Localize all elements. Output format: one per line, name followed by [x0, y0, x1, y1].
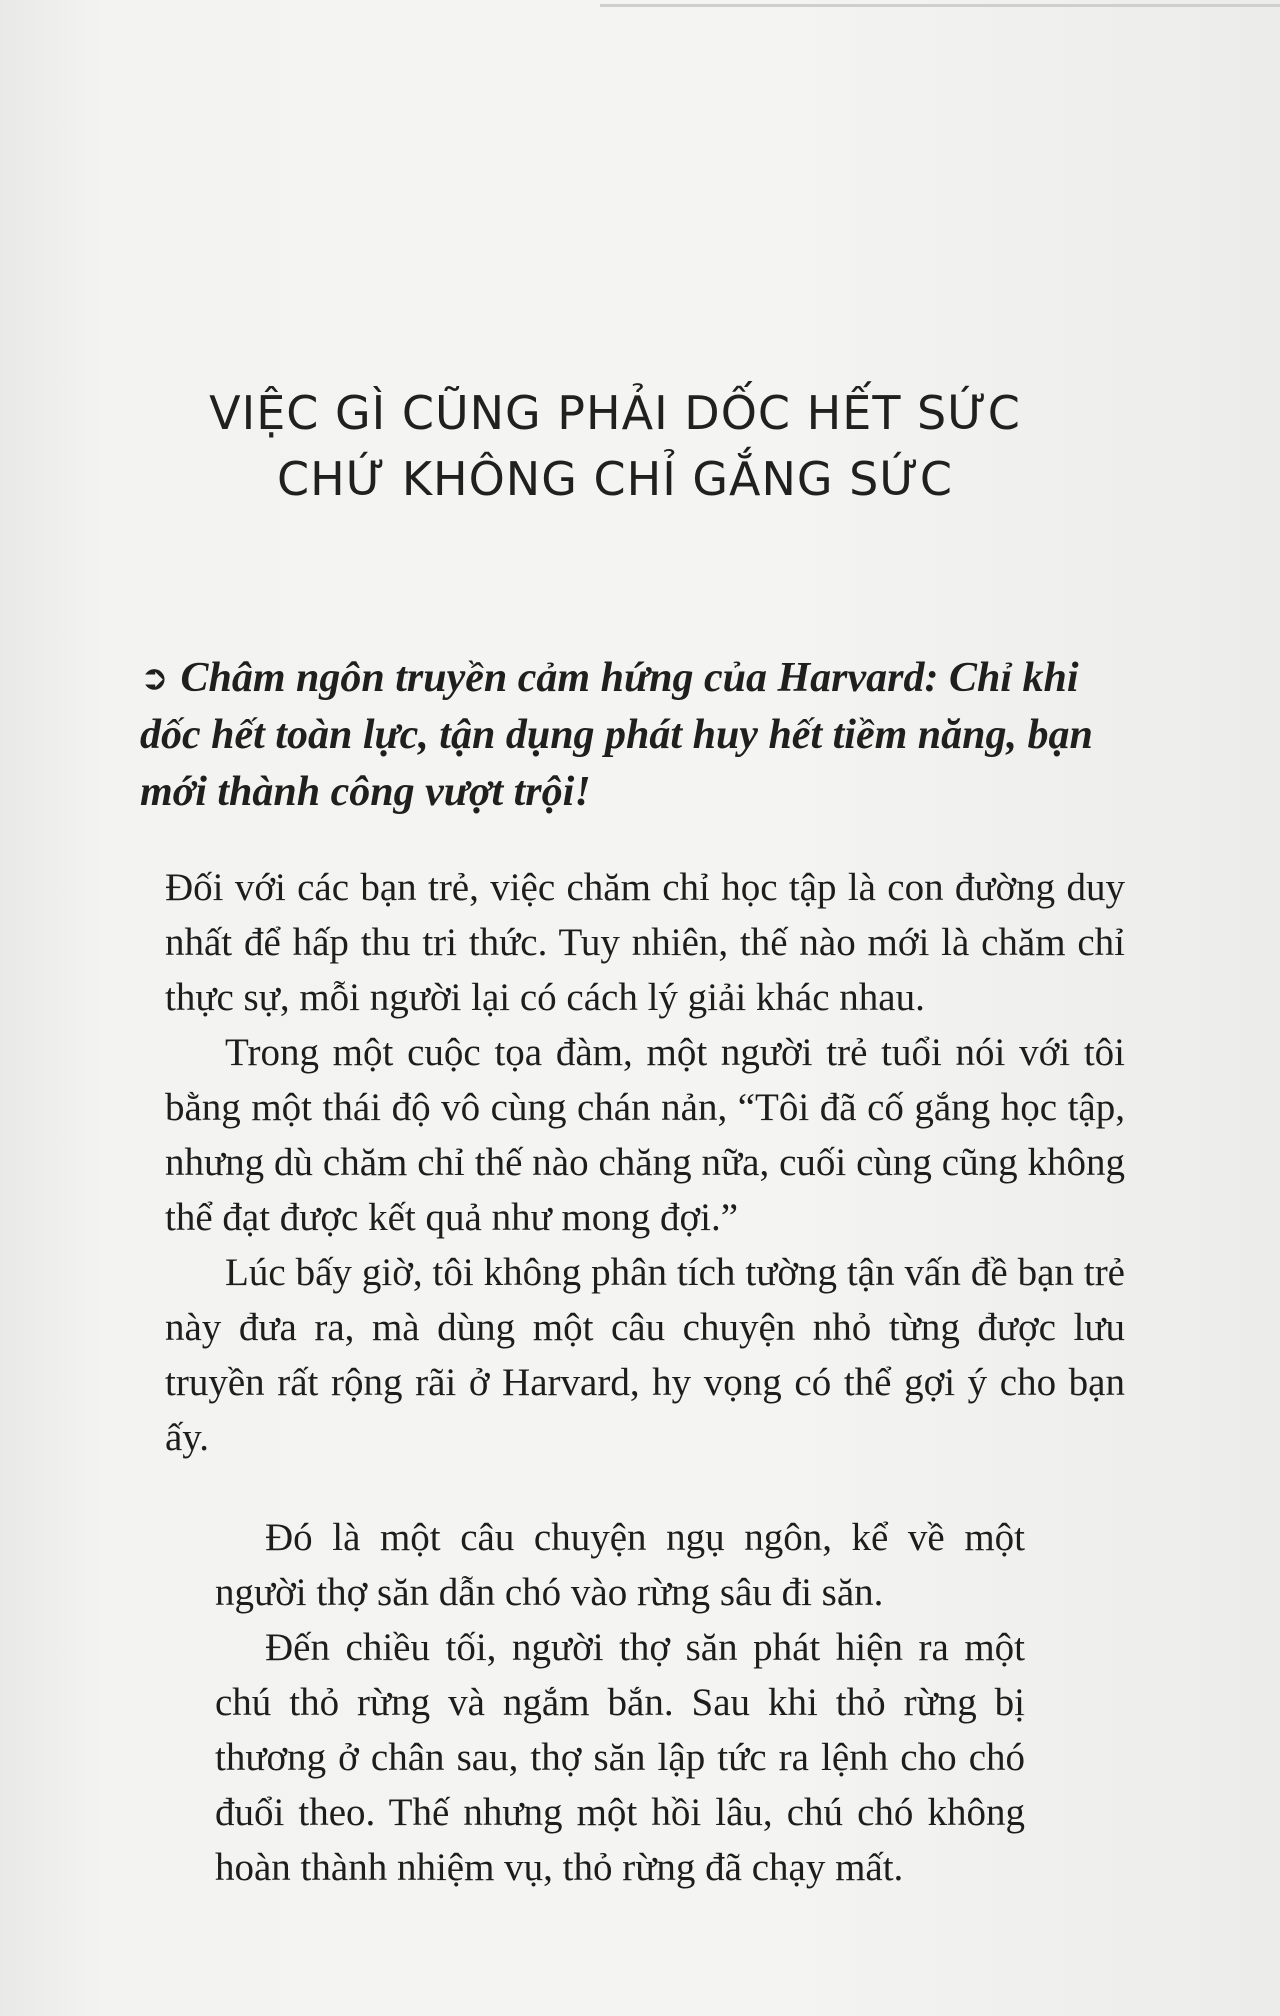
quote-text: Châm ngôn truyền cảm hứng của Harvard: Chỉ khi dốc hết toàn lực, tận dụng phát huy hết tiềm năng, bạn mới thành công vượt trội! — [140, 655, 1093, 815]
chapter-title-line-1: VIỆC GÌ CŨNG PHẢI DỐC HẾT SỨC — [209, 386, 1021, 440]
paragraph-3: Lúc bấy giờ, tôi không phân tích tường tận vấn đề bạn trẻ này đưa ra, mà dùng một câu chuyện nhỏ từng được lưu truyền rất rộng rãi ở Harvard, hy vọng có thể gợi ý cho bạn ấy. — [165, 1251, 1125, 1459]
harvard-quote — [140, 650, 1120, 821]
story-paragraph-2: Đến chiều tối, người thợ săn phát hiện ra một chú thỏ rừng và ngắm bắn. Sau khi thỏ rừng bị thương ở chân sau, thợ săn lập tức ra lệnh cho chó đuổi theo. Thế nhưng một hồi lâu, chú chó không hoàn thành nhiệm vụ, thỏ rừng đã chạy mất. — [215, 1626, 1025, 1889]
arrow-icon: ➲ — [140, 658, 169, 698]
story-paragraph-1: Đó là một câu chuyện ngụ ngôn, kể về một người thợ săn dẫn chó vào rừng sâu đi săn. — [215, 1516, 1025, 1614]
top-rule — [600, 4, 1280, 7]
paragraph-2: Trong một cuộc tọa đàm, một người trẻ tuổi nói với tôi bằng một thái độ vô cùng chán nản, “Tôi đã cố gắng học tập, nhưng dù chăm chỉ thế nào chăng nữa, cuối cùng cũng không thể đạt được kết quả như mong đợi.” — [165, 1031, 1125, 1239]
chapter-title — [0, 380, 1230, 512]
chapter-title-line-2: CHỨ KHÔNG CHỈ GẮNG SỨC — [277, 452, 953, 506]
paragraph-1: Đối với các bạn trẻ, việc chăm chỉ học tập là con đường duy nhất để hấp thu tri thức. Tuy nhiên, thế nào mới là chăm chỉ thực sự, mỗi người lại có cách lý giải khác nhau. — [165, 866, 1125, 1019]
